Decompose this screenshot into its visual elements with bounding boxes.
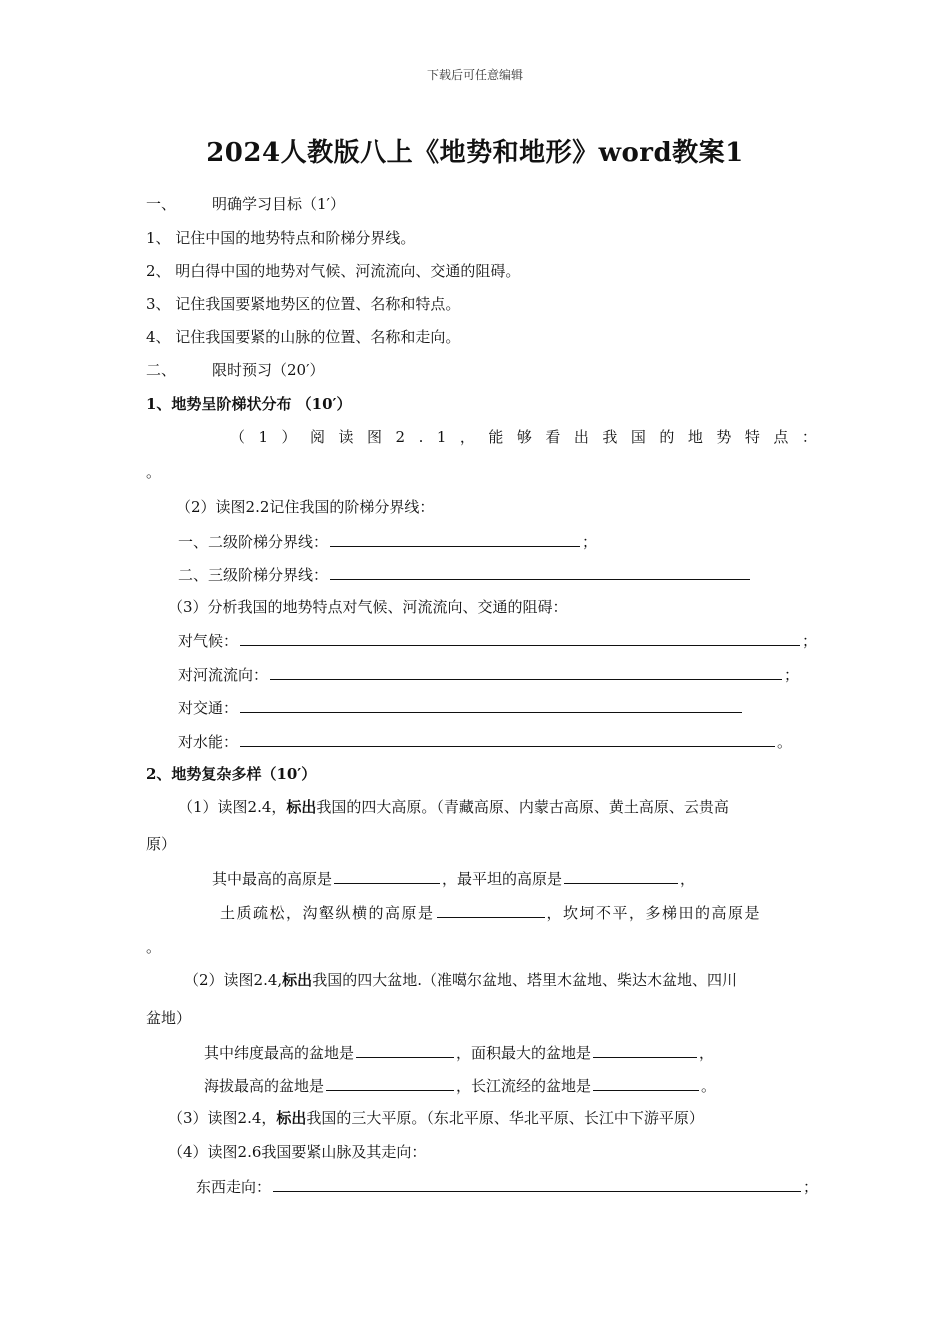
plateau-q-pre: （1）读图2.4，: [178, 798, 287, 816]
highest-plateau-label: 其中最高的高原是: [212, 870, 333, 888]
boundary-1-blank[interactable]: [330, 531, 580, 547]
largest-basin-label: ，面积最大的盆地是: [456, 1044, 592, 1062]
plateau-answer-2-end: 。: [146, 938, 162, 956]
basin-q-post: 我国的四大盆地.（准噶尔盆地、塔里木盆地、柴达木盆地、四川: [312, 971, 737, 989]
page-header: 下载后可任意编辑: [426, 68, 523, 82]
section-1-label: 明确学习目标（1′）: [212, 195, 345, 213]
highest-plateau-blank[interactable]: [334, 868, 440, 884]
basin-question: [184, 970, 737, 990]
mountain-question: （4）读图2.6我国要紧山脉及其走向：: [168, 1143, 427, 1161]
boundary-line-2: [178, 564, 752, 585]
part-1-heading: 1、地势呈阶梯状分布 （10′）: [146, 395, 352, 413]
section-1-number: 一、: [146, 195, 177, 213]
question-2: （2）读图2.2记住我国的阶梯分界线：: [176, 498, 435, 516]
east-west-line: [196, 1176, 818, 1197]
plateau-answer-1: [212, 868, 695, 889]
part-2-heading: 2、地势复杂多样（10′）: [146, 765, 317, 783]
loess-plateau-blank[interactable]: [437, 902, 545, 918]
highest-basin-label: 海拔最高的盆地是: [204, 1077, 325, 1095]
climate-end: ；: [802, 632, 818, 650]
goal-item-1: 1、 记住中国的地势特点和阶梯分界线。: [146, 229, 416, 247]
northmost-basin-blank[interactable]: [356, 1042, 454, 1058]
water-blank[interactable]: [240, 731, 775, 747]
water-line: [178, 731, 792, 752]
northmost-basin-label: 其中纬度最高的盆地是: [204, 1044, 355, 1062]
basin-answer-2: [204, 1075, 716, 1096]
yungui-plateau-label: ，坎坷不平，多梯田的高原是: [546, 904, 762, 922]
plain-q-post: 我国的三大平原。（东北平原、华北平原、长江中下游平原）: [306, 1109, 704, 1127]
traffic-label: 对交通：: [178, 699, 239, 717]
goal-item-3: 3、 记住我国要紧地势区的位置、名称和特点。: [146, 295, 461, 313]
largest-basin-blank[interactable]: [593, 1042, 697, 1058]
east-west-label: 东西走向：: [196, 1178, 272, 1196]
boundary-2-blank[interactable]: [330, 564, 750, 580]
east-west-blank[interactable]: [273, 1176, 801, 1192]
traffic-blank[interactable]: [240, 697, 742, 713]
traffic-line: [178, 697, 744, 718]
basin-answer-1-end: ，: [699, 1044, 715, 1062]
boundary-1-label: 一、二级阶梯分界线：: [178, 533, 329, 551]
plain-question: [168, 1108, 704, 1128]
plateau-question: [178, 797, 729, 817]
question-1-end: 。: [146, 463, 162, 481]
basin-q-pre: （2）读图2.4,: [184, 971, 283, 989]
plain-q-pre: （3）读图2.4，: [168, 1109, 277, 1127]
plateau-question-cont: 原）: [146, 835, 177, 853]
boundary-1-end: ；: [582, 533, 598, 551]
river-line: [178, 664, 799, 685]
climate-label: 对气候：: [178, 632, 239, 650]
basin-answer-1: [204, 1042, 714, 1063]
climate-blank[interactable]: [240, 630, 800, 646]
water-label: 对水能：: [178, 733, 239, 751]
basin-answer-2-end: 。: [701, 1077, 717, 1095]
yangtze-basin-blank[interactable]: [593, 1075, 699, 1091]
highest-basin-blank[interactable]: [326, 1075, 454, 1091]
basin-question-cont: 盆地）: [146, 1009, 192, 1027]
east-west-end: ；: [803, 1178, 819, 1196]
plateau-answer-2: [220, 902, 761, 923]
boundary-line-1: [178, 531, 597, 552]
section-2-label: 限时预习（20′）: [212, 361, 325, 379]
question-1: （1）阅读图2.1，能够看出我国的地势特点：: [230, 428, 831, 446]
river-blank[interactable]: [270, 664, 782, 680]
loess-plateau-label: 土质疏松，沟壑纵横的高原是: [220, 904, 435, 922]
yangtze-basin-label: ，长江流经的盆地是: [456, 1077, 592, 1095]
river-end: ；: [784, 666, 800, 684]
plateau-q-post: 我国的四大高原。（青藏高原、内蒙古高原、黄土高原、云贵高: [316, 798, 729, 816]
flattest-plateau-blank[interactable]: [564, 868, 678, 884]
river-label: 对河流流向：: [178, 666, 269, 684]
section-2-number: 二、: [146, 361, 177, 379]
water-end: 。: [777, 733, 793, 751]
basin-q-bold: 标出: [282, 971, 313, 989]
boundary-2-label: 二、三级阶梯分界线：: [178, 566, 329, 584]
question-3: （3）分析我国的地势特点对气候、河流流向、交通的阻碍：: [168, 598, 568, 616]
plateau-q-bold: 标出: [286, 798, 317, 816]
climate-line: [178, 630, 817, 651]
plateau-answer-1-end: ，: [680, 870, 696, 888]
page-title: 2024人教版八上《地势和地形》word教案1: [206, 138, 744, 168]
goal-item-4: 4、 记住我国要紧的山脉的位置、名称和走向。: [146, 328, 461, 346]
plain-q-bold: 标出: [276, 1109, 307, 1127]
flattest-plateau-label: ，最平坦的高原是: [442, 870, 563, 888]
goal-item-2: 2、 明白得中国的地势对气候、河流流向、交通的阻碍。: [146, 262, 521, 280]
